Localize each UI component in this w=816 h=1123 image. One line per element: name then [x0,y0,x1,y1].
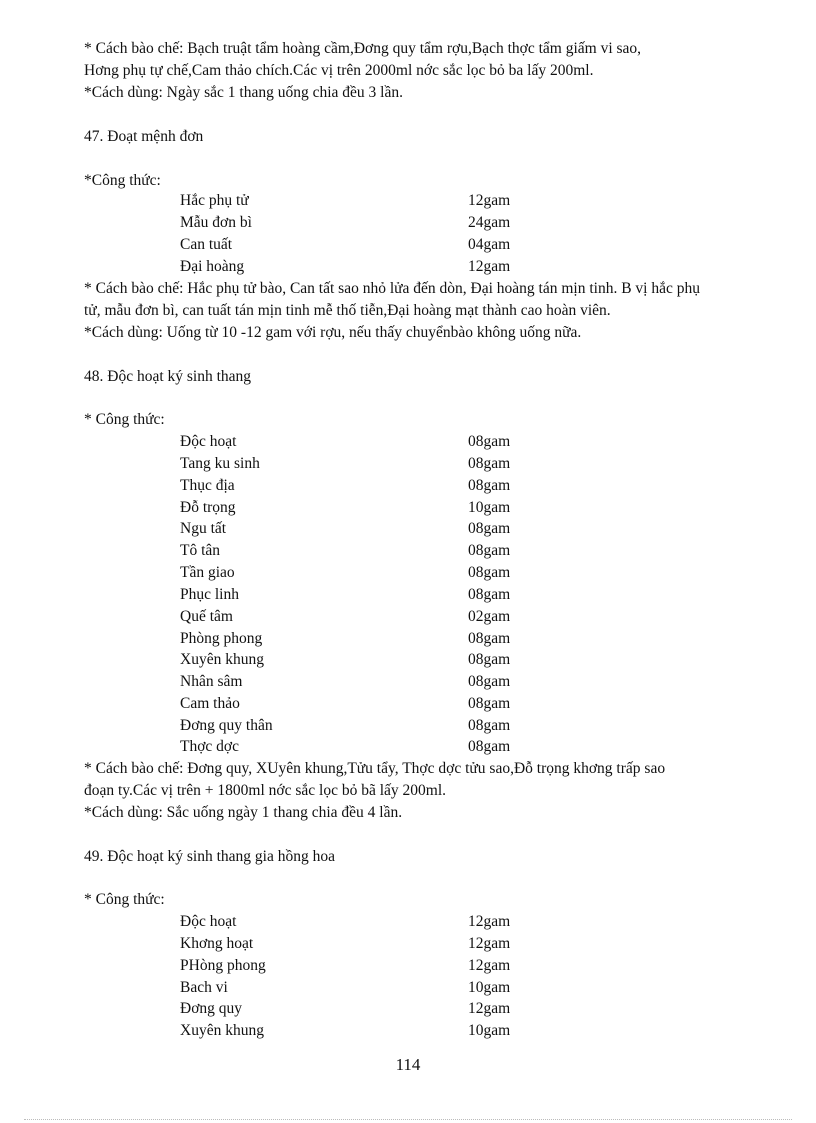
s47-ingredient-amount: 12gam [468,258,511,275]
section-48-prep-line-2: đoạn ty.Các vị trên + 1800ml nớc sắc lọc bỏ bã lấy 200ml. [84,782,447,799]
s48-ingredient-name: Ngu tất [180,520,227,537]
s48-ingredient-name: Phòng phong [180,630,263,647]
section-49-title: 49. Độc hoạt ký sinh thang gia hồng hoa [84,848,335,865]
s48-ingredient-amount: 08gam [468,673,511,690]
s49-ingredient-name: Khơng hoạt [180,935,254,952]
s47-ingredient-amount: 24gam [468,214,511,231]
s48-ingredient-amount: 08gam [468,455,511,472]
s48-ingredient-amount: 08gam [468,433,511,450]
s49-ingredient-name: Độc hoạt [180,913,237,930]
section-47-usage: *Cách dùng: Uống từ 10 -12 gam với rợu, nếu thấy chuyểnbào không uống nữa. [84,324,582,341]
intro-usage-line: *Cách dùng: Ngày sắc 1 thang uống chia đều 3 lần. [84,84,403,101]
s48-ingredient-amount: 08gam [468,520,511,537]
s48-ingredient-amount: 08gam [468,695,511,712]
section-47-title: 47. Đoạt mệnh đơn [84,128,204,145]
s48-ingredient-name: Đỗ trọng [180,499,236,516]
s48-ingredient-amount: 08gam [468,564,511,581]
s48-ingredient-name: Quế tâm [180,608,233,625]
section-48-prep-line-1: * Cách bào chế: Đơng quy, XUyên khung,Tửu tẩy, Thợc dợc tửu sao,Đỗ trọng khơng trấp sao [84,760,666,777]
intro-prep-line-1: * Cách bào chế: Bạch truật tẩm hoàng cầm,Đơng quy tẩm rợu,Bạch thợc tẩm giấm vi sao, [84,40,642,57]
s48-ingredient-name: Độc hoạt [180,433,237,450]
section-48-formula-label: * Công thức: [84,411,165,428]
s48-ingredient-amount: 08gam [468,477,511,494]
s48-ingredient-name: Phục linh [180,586,239,603]
section-47-formula-label: *Công thức: [84,172,161,189]
section-48-usage: *Cách dùng: Sắc uống ngày 1 thang chia đều 4 lần. [84,804,403,821]
s48-ingredient-amount: 08gam [468,717,511,734]
s49-ingredient-name: Xuyên khung [180,1022,264,1039]
s48-ingredient-name: Cam thảo [180,695,240,712]
section-47-prep-line-1: * Cách bào chế: Hắc phụ tử bào, Can tất sao nhỏ lửa đến dòn, Đại hoàng tán mịn tinh. B vị hắc phụ [84,280,700,297]
s47-ingredient-name: Đại hoàng [180,258,245,275]
intro-prep-line-2: Hơng phụ tự chế,Cam thảo chích.Các vị trên 2000ml nớc sắc lọc bỏ ba lấy 200ml. [84,62,594,79]
s48-ingredient-amount: 02gam [468,608,511,625]
s48-ingredient-name: Đơng quy thân [180,717,273,734]
s49-ingredient-amount: 12gam [468,957,511,974]
s48-ingredient-name: Thợc dợc [180,738,239,755]
s48-ingredient-name: Tần giao [180,564,235,581]
s49-ingredient-name: Đơng quy [180,1000,243,1017]
s48-ingredient-amount: 10gam [468,499,511,516]
section-47-prep-line-2: tử, mẫu đơn bì, can tuất tán mịn tinh mễ thố tiễn,Đại hoàng mạt thành cao hoàn viên. [84,302,611,319]
s48-ingredient-amount: 08gam [468,651,511,668]
s48-ingredient-name: Xuyên khung [180,651,264,668]
s49-ingredient-amount: 10gam [468,1022,511,1039]
s48-ingredient-name: Nhân sâm [180,673,243,690]
s48-ingredient-amount: 08gam [468,738,511,755]
s48-ingredient-name: Thục địa [180,477,235,494]
s48-ingredient-name: Tang ku sinh [180,455,260,472]
s49-ingredient-amount: 12gam [468,1000,511,1017]
section-48-title: 48. Độc hoạt ký sinh thang [84,368,252,385]
s49-ingredient-name: PHòng phong [180,957,266,974]
s48-ingredient-amount: 08gam [468,542,511,559]
page-number: 114 [395,1055,421,1074]
s49-ingredient-amount: 10gam [468,979,511,996]
s47-ingredient-name: Can tuất [180,236,233,253]
s47-ingredient-name: Hắc phụ tử [180,192,249,209]
s48-ingredient-amount: 08gam [468,630,511,647]
section-49-formula-label: * Công thức: [84,891,165,908]
s47-ingredient-amount: 12gam [468,192,511,209]
s49-ingredient-name: Bach vi [180,979,228,996]
s48-ingredient-name: Tô tân [180,542,221,559]
footer-divider [24,1119,792,1120]
s48-ingredient-amount: 08gam [468,586,511,603]
s47-ingredient-amount: 04gam [468,236,511,253]
s49-ingredient-amount: 12gam [468,935,511,952]
s47-ingredient-name: Mẫu đơn bì [180,214,252,231]
s49-ingredient-amount: 12gam [468,913,511,930]
